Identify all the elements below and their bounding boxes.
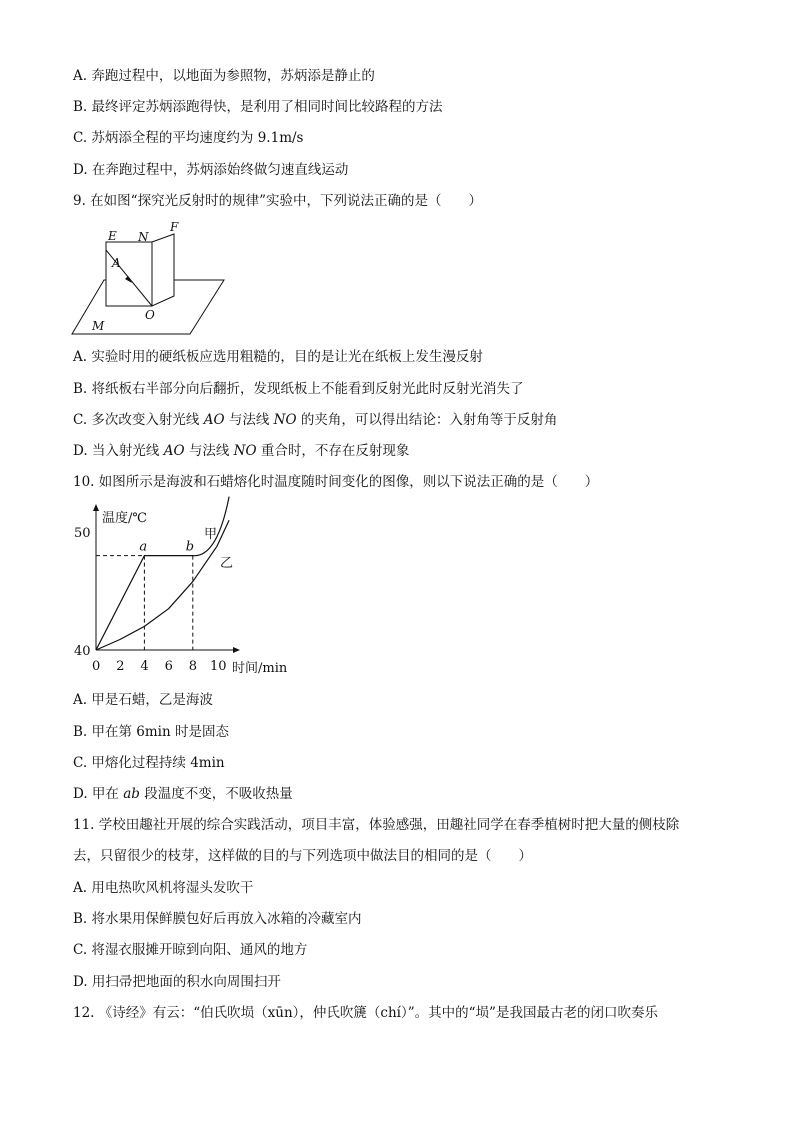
q8-option-b: B. 最终评定苏炳添跑得快，是利用了相同时间比较路程的方法 [73,99,443,115]
series-jia-label: 甲 [204,527,218,542]
q8-option-c: C. 苏炳添全程的平均速度约为 9.1m/s [73,130,304,146]
melting-chart [70,504,330,684]
q10-d-pre: D. 甲在 [73,786,124,802]
q10-d-post: 段温度不变，不吸收热量 [139,786,293,802]
q9-c-post: 的夹角，可以得出结论：入射角等于反射角 [296,412,558,428]
label-o: O [145,308,155,322]
label-e: E [108,229,117,243]
q9-d-mid: 与法线 [184,443,234,459]
q9-d-pre: D. 当入射光线 [73,443,164,459]
point-label-b: b [185,539,195,555]
board-left [106,242,152,306]
q12-stem: 12. 《诗经》有云：“伯氏吹埙（xūn），仲氏吹篪（chí）”。其中的“埙”是我国最古老的闭口吹奏乐 [73,1005,658,1021]
q8-option-d: D. 在奔跑过程中，苏炳添始终做匀速直线运动 [73,162,349,178]
x-axis-label: 时间/min [232,661,288,676]
q10-option-c: C. 甲熔化过程持续 4min [73,755,225,771]
q9-stem: 9. 在如图“探究光反射时的规律”实验中，下列说法正确的是（ ） [73,193,482,209]
q11-stem-line1: 11. 学校田趣社开展的综合实践活动，项目丰富，体验感强，田趣社同学在春季植树时把大量的侧枝除 [73,817,680,833]
q9-c-pre: C. 多次改变入射光线 [73,412,204,428]
reflection-diagram [70,218,230,338]
label-a: A [112,256,121,270]
q9-option-b: B. 将纸板右半部分向后翻折，发现纸板上不能看到反射光此时反射光消失了 [73,381,524,397]
y-axis-label: 温度/℃ [102,511,147,526]
board-right [152,234,174,306]
x-tick-label-4: 8 [188,659,198,674]
q10-option-b: B. 甲在第 6min 时是固态 [73,724,229,740]
q9-option-c [73,410,557,430]
q10-option-a: A. 甲是石蜡，乙是海波 [73,692,213,708]
x-tick-label-3: 6 [164,659,173,674]
q10-stem: 10. 如图所示是海波和石蜡熔化时温度随时间变化的图像，则以下说法正确的是（ ） [73,474,599,490]
q9-d-no: NO [233,443,257,459]
q9-c-no: NO [273,412,297,428]
q11-stem-line2: 去，只留很少的枝芽，这样做的目的与下列选项中做法目的相同的是（ ） [73,848,532,864]
q9-c-ao: AO [203,412,225,428]
series-yi-label: 乙 [220,556,234,571]
q9-option-a: A. 实验时用的硬纸板应选用粗糙的，目的是让光在纸板上发生漫反射 [73,349,483,365]
q11-option-b: B. 将水果用保鲜膜包好后再放入冰箱的冷藏室内 [73,911,362,927]
q9-d-post: 重合时，不存在反射现象 [256,443,410,459]
x-tick-label-1: 2 [116,659,125,674]
y-tick-label-0: 40 [74,644,91,659]
q9-c-mid: 与法线 [224,412,274,428]
label-f: F [170,220,179,234]
q11-option-c: C. 将湿衣服摊开晾到向阳、通风的地方 [73,942,308,958]
x-tick-label-2: 4 [140,659,149,674]
q9-option-d [73,441,409,461]
label-m: M [92,319,105,333]
q11-option-a: A. 用电热吹风机将湿头发吹干 [73,880,254,896]
label-n: N [138,230,149,244]
point-label-a: a [139,539,148,555]
x-axis-arrow [233,647,240,653]
q10-option-d [73,784,293,804]
y-axis-arrow [93,504,99,511]
y-tick-label-1: 50 [74,526,91,541]
x-tick-label-5: 10 [210,659,227,674]
q9-d-ao: AO [163,443,185,459]
x-tick-label-0: 0 [92,659,101,674]
q8-option-a: A. 奔跑过程中，以地面为参照物，苏炳添是静止的 [73,68,375,84]
q11-option-d: D. 用扫帚把地面的积水向周围扫开 [73,974,281,990]
q10-d-ab: ab [123,786,140,802]
